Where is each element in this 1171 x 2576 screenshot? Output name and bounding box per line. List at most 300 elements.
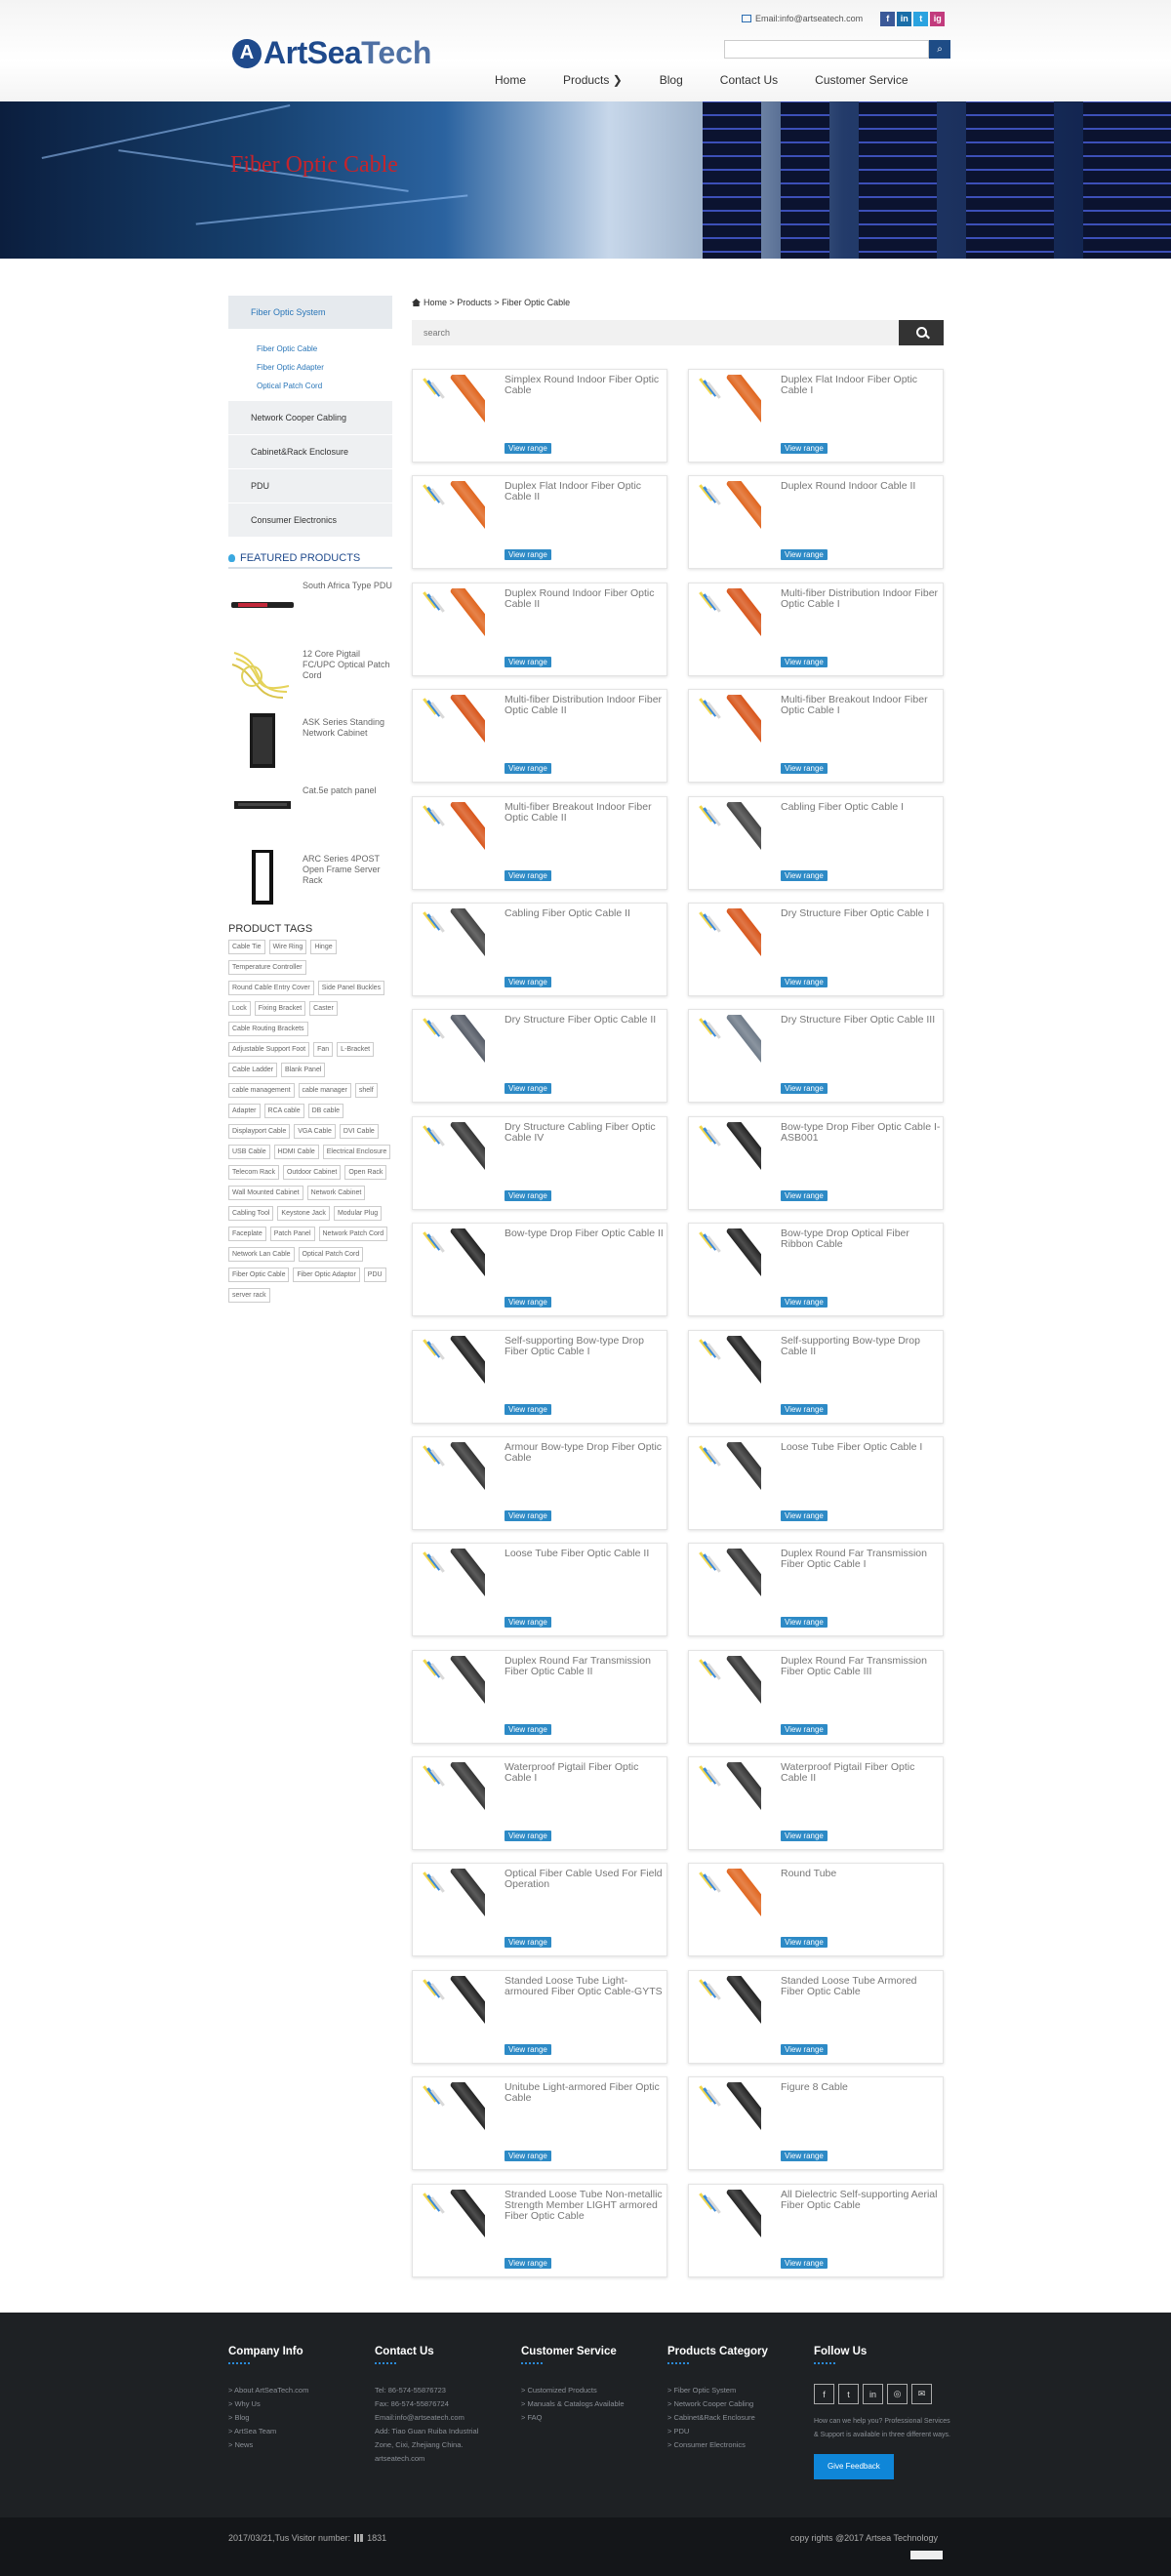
nav-products[interactable]: Products ❯ (563, 73, 623, 87)
product-image[interactable] (419, 1015, 485, 1097)
view-range-button[interactable]: View range (781, 1510, 828, 1521)
copyright-bar (0, 2517, 1171, 2576)
product-name[interactable]: Loose Tube Fiber Optic Cable II (505, 1548, 650, 1560)
tag-item[interactable]: Wall Mounted Cabinet (228, 1186, 303, 1200)
product-name[interactable]: Standed Loose Tube Armored Fiber Optic Cable (781, 1974, 917, 1997)
product-name[interactable]: Self-supporting Bow-type Drop Fiber Optic Cable I (505, 1334, 644, 1357)
featured-product[interactable] (228, 842, 392, 910)
tag-item[interactable]: Displayport Cable (228, 1124, 290, 1139)
view-range-button[interactable]: View range (781, 2044, 828, 2055)
product-image[interactable] (419, 1869, 485, 1951)
tag-item[interactable]: Wire Ring (269, 940, 307, 954)
tag-item[interactable]: Outdoor Cabinet (283, 1165, 341, 1180)
footer-link[interactable]: > Manuals & Catalogs Available (521, 2399, 625, 2408)
cable-graphic (725, 695, 761, 752)
view-range-button[interactable]: View range (781, 2151, 828, 2161)
product-image[interactable] (695, 908, 761, 990)
view-range-button[interactable]: View range (505, 1831, 551, 1841)
product-name[interactable]: Dry Structure Fiber Optic Cable I (781, 906, 930, 919)
tag-item[interactable]: USB Cable (228, 1145, 270, 1159)
breadcrumb-home[interactable]: Home (424, 298, 448, 307)
cable-graphic (725, 2190, 761, 2247)
product-card[interactable] (412, 1543, 667, 1636)
product-card[interactable] (688, 2076, 944, 2170)
product-name[interactable]: Multi-fiber Distribution Indoor Fiber Optic Cable I (781, 586, 939, 610)
product-card[interactable] (688, 796, 944, 890)
tag-item[interactable]: DVI Cable (340, 1124, 379, 1139)
product-image[interactable] (419, 1762, 485, 1844)
footer-link[interactable]: > Fiber Optic System (667, 2386, 737, 2395)
nav-contact[interactable]: Contact Us (719, 73, 779, 87)
cable-graphic (449, 375, 485, 432)
product-image[interactable] (419, 2082, 485, 2164)
product-image[interactable] (695, 1122, 761, 1204)
product-name[interactable]: Bow-type Drop Fiber Optic Cable I-ASB001 (781, 1120, 941, 1144)
view-range-button[interactable]: View range (505, 1297, 551, 1308)
banner-title: Fiber Optic Cable (230, 152, 398, 178)
product-name[interactable]: Duplex Round Indoor Fiber Optic Cable II (505, 586, 655, 610)
footer-contact-line: Fax: 86-574-55876724 (375, 2399, 449, 2408)
header-email[interactable]: Email:info@artseatech.com (755, 14, 864, 23)
tag-item[interactable]: HDMI Cable (274, 1145, 319, 1159)
product-name[interactable]: Cabling Fiber Optic Cable II (505, 906, 630, 919)
product-name[interactable]: Armour Bow-type Drop Fiber Optic Cable (505, 1440, 663, 1464)
view-range-button[interactable]: View range (505, 443, 551, 454)
tag-item[interactable]: cable manager (299, 1083, 351, 1098)
cable-graphic (449, 695, 485, 752)
product-name[interactable]: Duplex Round Far Transmission Fiber Optic Cable III (781, 1654, 927, 1677)
product-image[interactable] (695, 2190, 761, 2272)
product-card[interactable] (412, 1223, 667, 1316)
product-image[interactable] (695, 481, 761, 563)
product-image[interactable] (695, 1442, 761, 1524)
product-image[interactable] (419, 2190, 485, 2272)
logo[interactable] (232, 35, 431, 71)
view-range-button[interactable]: View range (781, 549, 828, 560)
product-card[interactable] (412, 1970, 667, 2064)
footer-contact-line: Zone, Cixi, Zhejiang China. (375, 2440, 464, 2449)
breadcrumb-sep: > (447, 298, 458, 307)
view-range-button[interactable]: View range (505, 2258, 551, 2269)
mail-icon[interactable]: ✉ (911, 2384, 932, 2404)
product-name[interactable]: All Dielectric Self-supporting Aerial Fiber Optic Cable (781, 2188, 938, 2211)
product-card[interactable] (688, 1970, 944, 2064)
view-range-button[interactable]: View range (781, 1617, 828, 1628)
view-range-button[interactable]: View range (781, 443, 828, 454)
product-card[interactable] (412, 583, 667, 676)
tag-item[interactable]: Patch Panel (270, 1227, 315, 1241)
product-card[interactable] (412, 1436, 667, 1530)
linkedin-icon[interactable]: in (863, 2384, 883, 2404)
footer-link[interactable]: > Network Cooper Cabling (667, 2399, 754, 2408)
facebook-icon[interactable]: f (814, 2384, 834, 2404)
tag-item[interactable]: Blank Panel (281, 1063, 325, 1077)
tag-item[interactable]: Lock (228, 1001, 251, 1016)
product-image[interactable] (695, 802, 761, 884)
tag-item[interactable]: Hinge (310, 940, 336, 954)
featured-name[interactable]: 12 Core Pigtail FC/UPC Optical Patch Cord (303, 649, 390, 680)
product-image[interactable] (695, 695, 761, 777)
product-name[interactable]: Dry Structure Fiber Optic Cable III (781, 1014, 936, 1026)
product-name[interactable]: Waterproof Pigtail Fiber Optic Cable I (505, 1761, 639, 1785)
product-card[interactable] (688, 1650, 944, 1744)
header-search-button[interactable] (929, 40, 950, 59)
bar-chart-icon (354, 2534, 363, 2542)
product-name[interactable]: Cabling Fiber Optic Cable I (781, 800, 905, 813)
cable-graphic (449, 1015, 485, 1072)
product-card[interactable] (412, 475, 667, 569)
product-name[interactable]: Optical Fiber Cable Used For Field Operation (505, 1868, 663, 1891)
cable-graphic (449, 1762, 485, 1820)
product-card[interactable] (412, 796, 667, 890)
banner-fiber (196, 194, 468, 224)
product-card[interactable] (688, 1223, 944, 1316)
product-image[interactable] (695, 1336, 761, 1418)
twitter-icon[interactable]: t (913, 12, 928, 26)
view-range-button[interactable]: View range (781, 1404, 828, 1415)
footer-category-title: Products Category (667, 2346, 768, 2357)
featured-product[interactable] (228, 569, 392, 637)
product-image[interactable] (695, 1762, 761, 1844)
featured-name[interactable]: South Africa Type PDU (303, 581, 392, 590)
product-name[interactable]: Bow-type Drop Fiber Optic Cable II (505, 1228, 664, 1240)
tag-item[interactable]: Temperature Controller (228, 960, 306, 975)
product-image[interactable] (695, 588, 761, 670)
product-name[interactable]: Round Tube (781, 1868, 837, 1880)
footer-link[interactable]: > ArtSea Team (228, 2427, 277, 2435)
product-card[interactable] (412, 369, 667, 463)
view-range-button[interactable]: View range (781, 1297, 828, 1308)
cable-graphic (449, 802, 485, 860)
featured-name[interactable]: ARC Series 4POST Open Frame Server Rack (303, 854, 381, 885)
view-range-button[interactable]: View range (505, 1937, 551, 1948)
tag-item[interactable]: server rack (228, 1288, 270, 1303)
sidebar-subcat-optical-patch-cord[interactable]: Optical Patch Cord (257, 382, 323, 390)
banner-rack (781, 101, 829, 259)
view-range-button[interactable]: View range (781, 870, 828, 881)
footer-link[interactable]: > Customized Products (521, 2386, 597, 2395)
featured-thumb-rack (228, 848, 297, 906)
tag-item[interactable]: cable management (228, 1083, 295, 1098)
view-range-button[interactable]: View range (781, 1937, 828, 1948)
tag-item[interactable]: Fixing Bracket (255, 1001, 305, 1016)
cable-graphic (725, 1656, 761, 1713)
product-card[interactable] (412, 1116, 667, 1210)
product-image[interactable] (419, 1336, 485, 1418)
cable-graphic (725, 1015, 761, 1072)
give-feedback-button[interactable]: Give Feedback (814, 2454, 894, 2479)
tag-item[interactable]: Side Panel Buckles (318, 981, 384, 995)
footer-company-title: Company Info (228, 2346, 303, 2357)
footer-link[interactable]: > FAQ (521, 2413, 543, 2422)
tag-item[interactable]: Cable Tie (228, 940, 265, 954)
tag-item[interactable]: Round Cable Entry Cover (228, 981, 314, 995)
footer-contact-line[interactable]: Email:info@artseatech.com (375, 2413, 464, 2422)
tag-item[interactable]: Adjustable Support Foot (228, 1042, 309, 1057)
instagram-icon[interactable]: ig (930, 12, 945, 26)
product-name[interactable]: Standed Loose Tube Light-armoured Fiber Optic Cable-GYTS (505, 1974, 663, 1997)
sidebar-cat-pdu[interactable]: PDU (228, 469, 392, 503)
product-grid (412, 369, 944, 2277)
product-image[interactable] (419, 1442, 485, 1524)
view-range-button[interactable]: View range (505, 1083, 551, 1094)
featured-name[interactable]: Cat.5e patch panel (303, 785, 377, 795)
product-name[interactable]: Duplex Round Far Transmission Fiber Optic Cable I (781, 1548, 927, 1571)
tag-item[interactable]: Keystone Jack (277, 1206, 330, 1221)
product-image[interactable] (695, 2082, 761, 2164)
view-range-button[interactable]: View range (781, 1190, 828, 1201)
view-range-button[interactable]: View range (505, 1724, 551, 1735)
view-range-button[interactable]: View range (505, 977, 551, 987)
product-name[interactable]: Multi-fiber Breakout Indoor Fiber Optic Cable II (505, 800, 652, 824)
footer-link[interactable]: > Consumer Electronics (667, 2440, 746, 2449)
breadcrumb-sep: > (491, 298, 503, 307)
product-image[interactable] (695, 375, 761, 457)
view-range-button[interactable]: View range (505, 2044, 551, 2055)
sidebar-subcat-fiber-optic-cable[interactable]: Fiber Optic Cable (257, 344, 318, 353)
tag-item[interactable]: shelf (355, 1083, 378, 1098)
product-name[interactable]: Duplex Round Far Transmission Fiber Optic Cable II (505, 1654, 651, 1677)
sidebar-cat-network-cooper[interactable]: Network Cooper Cabling (228, 401, 392, 435)
product-name[interactable]: Dry Structure Cabling Fiber Optic Cable IV (505, 1120, 656, 1144)
sidebar-cat-consumer-electronics[interactable]: Consumer Electronics (228, 503, 392, 538)
product-card[interactable] (688, 1756, 944, 1850)
product-name[interactable]: Stranded Loose Tube Non-metallic Strength Member LIGHT armored Fiber Optic Cable (505, 2188, 663, 2222)
footer-company (228, 2346, 365, 2452)
sidebar-cat-fiber-optic-system[interactable]: Fiber Optic System (228, 296, 392, 330)
view-range-button[interactable]: View range (781, 1083, 828, 1094)
tag-item[interactable]: Cable Routing Brackets (228, 1022, 308, 1036)
product-card[interactable] (688, 369, 944, 463)
product-image[interactable] (419, 1549, 485, 1630)
tag-item[interactable]: Network Lan Cable (228, 1247, 295, 1262)
tag-item[interactable]: Caster (309, 1001, 338, 1016)
logo-text-2: Tech (361, 35, 432, 70)
product-name[interactable]: Dry Structure Fiber Optic Cable II (505, 1014, 657, 1026)
product-card[interactable] (412, 1650, 667, 1744)
product-card[interactable] (688, 1009, 944, 1103)
cable-graphic (725, 802, 761, 860)
tag-item[interactable]: Adapter (228, 1104, 261, 1118)
product-card[interactable] (412, 2076, 667, 2170)
view-range-button[interactable]: View range (505, 1190, 551, 1201)
product-search-button[interactable] (899, 320, 944, 345)
twitter-icon[interactable]: t (838, 2384, 859, 2404)
product-image[interactable] (419, 588, 485, 670)
header-search (724, 40, 950, 59)
cable-graphic (449, 588, 485, 646)
view-range-button[interactable]: View range (505, 1617, 551, 1628)
tag-item[interactable]: PDU (364, 1268, 386, 1282)
product-card[interactable] (412, 1009, 667, 1103)
cable-graphic (449, 1122, 485, 1180)
view-range-button[interactable]: View range (505, 1404, 551, 1415)
product-card[interactable] (688, 689, 944, 783)
view-range-button[interactable]: View range (781, 1831, 828, 1841)
view-range-button[interactable]: View range (505, 2151, 551, 2161)
header-search-input[interactable] (724, 40, 929, 59)
product-image[interactable] (695, 1228, 761, 1310)
view-range-button[interactable]: View range (505, 870, 551, 881)
tag-item[interactable]: Network Cabinet (307, 1186, 366, 1200)
product-name[interactable]: Loose Tube Fiber Optic Cable I (781, 1440, 923, 1453)
footer-link[interactable]: > PDU (667, 2427, 690, 2435)
product-name[interactable]: Bow-type Drop Optical Fiber Ribbon Cable (781, 1228, 909, 1251)
product-search-input[interactable] (412, 320, 899, 345)
product-name[interactable]: Waterproof Pigtail Fiber Optic Cable II (781, 1761, 915, 1785)
view-range-button[interactable]: View range (505, 763, 551, 774)
tag-item[interactable]: Fan (313, 1042, 333, 1057)
view-range-button[interactable]: View range (505, 657, 551, 667)
tag-item[interactable]: Network Patch Cord (319, 1227, 388, 1241)
product-name[interactable]: Duplex Round Indoor Cable II (781, 480, 916, 493)
cable-graphic (725, 1549, 761, 1606)
product-card[interactable] (688, 1436, 944, 1530)
stats-badge[interactable] (910, 2551, 943, 2559)
sidebar-subcat-fiber-optic-adapter[interactable]: Fiber Optic Adapter (257, 363, 324, 372)
product-image[interactable] (695, 1549, 761, 1630)
breadcrumb-products[interactable]: Products (457, 298, 492, 307)
facebook-icon[interactable]: f (880, 12, 895, 26)
tag-item[interactable]: RCA cable (264, 1104, 304, 1118)
view-range-button[interactable]: View range (505, 549, 551, 560)
product-name[interactable]: Duplex Flat Indoor Fiber Optic Cable I (781, 374, 918, 396)
footer-follow (814, 2346, 950, 2479)
footer-contact-line: Add: Tiao Guan Ruiba Industrial (375, 2427, 479, 2435)
product-name[interactable]: Simplex Round Indoor Fiber Optic Cable (505, 374, 660, 396)
featured-product[interactable] (228, 705, 392, 774)
nav-home[interactable]: Home (495, 73, 527, 87)
product-image[interactable] (695, 1869, 761, 1951)
product-image[interactable] (695, 1015, 761, 1097)
copyright-left: 2017/03/21,Tus Visitor number: (228, 2533, 351, 2543)
tag-item[interactable]: Fiber Optic Cable (228, 1268, 289, 1282)
tag-item[interactable]: Telecom Rack (228, 1165, 279, 1180)
featured-name[interactable]: ASK Series Standing Network Cabinet (303, 717, 385, 738)
tag-item[interactable]: Optical Patch Cord (299, 1247, 364, 1262)
banner (0, 101, 1171, 259)
product-image[interactable] (419, 908, 485, 990)
product-card[interactable] (688, 1543, 944, 1636)
product-image[interactable] (695, 1656, 761, 1738)
product-card[interactable] (412, 2184, 667, 2277)
product-card[interactable] (688, 903, 944, 996)
product-card[interactable] (412, 903, 667, 996)
tag-item[interactable]: Fiber Optic Adaptor (293, 1268, 359, 1282)
product-name[interactable]: Unitube Light-armored Fiber Optic Cable (505, 2081, 660, 2105)
featured-thumb-cabinet (228, 711, 297, 770)
product-card[interactable] (688, 1330, 944, 1424)
footer-link[interactable]: > News (228, 2440, 254, 2449)
cable-graphic (449, 1869, 485, 1926)
view-range-button[interactable]: View range (781, 1724, 828, 1735)
product-card[interactable] (688, 1863, 944, 1956)
cable-graphic (725, 588, 761, 646)
featured-thumb-pdu (228, 575, 297, 633)
footer-link[interactable]: > Cabinet&Rack Enclosure (667, 2413, 755, 2422)
view-range-button[interactable]: View range (781, 763, 828, 774)
product-name[interactable]: Figure 8 Cable (781, 2081, 848, 2094)
footer-divider (814, 2362, 835, 2365)
main-nav (479, 70, 930, 90)
cable-graphic (725, 1122, 761, 1180)
footer-contact-title: Contact Us (375, 2346, 434, 2357)
footer-link[interactable]: > Why Us (228, 2399, 261, 2408)
featured-product[interactable] (228, 774, 392, 842)
product-image[interactable] (419, 481, 485, 563)
product-name[interactable]: Duplex Flat Indoor Fiber Optic Cable II (505, 480, 642, 503)
view-range-button[interactable]: View range (505, 1510, 551, 1521)
nav-blog[interactable]: Blog (659, 73, 683, 87)
product-image[interactable] (419, 695, 485, 777)
footer (0, 2313, 1171, 2517)
product-card[interactable] (688, 2184, 944, 2277)
tag-item[interactable]: Cable Ladder (228, 1063, 277, 1077)
product-image[interactable] (419, 802, 485, 884)
flame-icon (228, 554, 235, 562)
product-name[interactable]: Self-supporting Bow-type Drop Cable II (781, 1334, 920, 1357)
footer-link[interactable]: > Blog (228, 2413, 250, 2422)
product-name[interactable]: Multi-fiber Distribution Indoor Fiber Optic Cable II (505, 694, 663, 717)
footer-contact-line[interactable]: artseatech.com (375, 2454, 425, 2463)
cable-graphic (449, 1228, 485, 1286)
product-image[interactable] (419, 375, 485, 457)
product-image[interactable] (419, 1122, 485, 1204)
view-range-button[interactable]: View range (781, 2258, 828, 2269)
product-card[interactable] (412, 1863, 667, 1956)
product-name[interactable]: Multi-fiber Breakout Indoor Fiber Optic Cable I (781, 694, 928, 717)
visitor-counter (228, 2533, 386, 2543)
product-image[interactable] (419, 1656, 485, 1738)
product-card[interactable] (688, 1116, 944, 1210)
view-range-button[interactable]: View range (781, 977, 828, 987)
instagram-icon[interactable]: ◎ (887, 2384, 908, 2404)
featured-thumb-patch-cord (228, 643, 297, 702)
tag-item[interactable]: Cabling Tool (228, 1206, 273, 1221)
tag-item[interactable]: Open Rack (344, 1165, 386, 1180)
featured-product[interactable] (228, 637, 392, 705)
tag-item[interactable]: DB cable (308, 1104, 343, 1118)
product-card[interactable] (688, 475, 944, 569)
view-range-button[interactable]: View range (781, 657, 828, 667)
sidebar-cat-cabinet-rack[interactable]: Cabinet&Rack Enclosure (228, 435, 392, 469)
tag-item[interactable]: Modular Plug (334, 1206, 382, 1221)
footer-link[interactable]: > About ArtSeaTech.com (228, 2386, 309, 2395)
product-card[interactable] (412, 1756, 667, 1850)
product-card[interactable] (688, 583, 944, 676)
tag-item[interactable]: Faceplate (228, 1227, 266, 1241)
sidebar-subcategories (228, 330, 392, 401)
tag-item[interactable]: L-Bracket (337, 1042, 374, 1057)
product-image[interactable] (419, 1228, 485, 1310)
product-image[interactable] (695, 1976, 761, 2058)
product-card[interactable] (412, 689, 667, 783)
tag-item[interactable]: Electrical Enclosure (323, 1145, 390, 1159)
cable-graphic (725, 1442, 761, 1500)
product-image[interactable] (419, 1976, 485, 2058)
social-links (880, 12, 945, 26)
featured-thumb-patch-panel (228, 780, 297, 838)
cable-graphic (725, 1336, 761, 1393)
nav-customer-service[interactable]: Customer Service (815, 73, 909, 87)
footer-socials (814, 2384, 950, 2404)
product-card[interactable] (412, 1330, 667, 1424)
cable-graphic (449, 1549, 485, 1606)
tag-item[interactable]: VGA Cable (294, 1124, 336, 1139)
breadcrumb (412, 298, 570, 307)
linkedin-icon[interactable]: in (897, 12, 911, 26)
cable-graphic (449, 1442, 485, 1500)
